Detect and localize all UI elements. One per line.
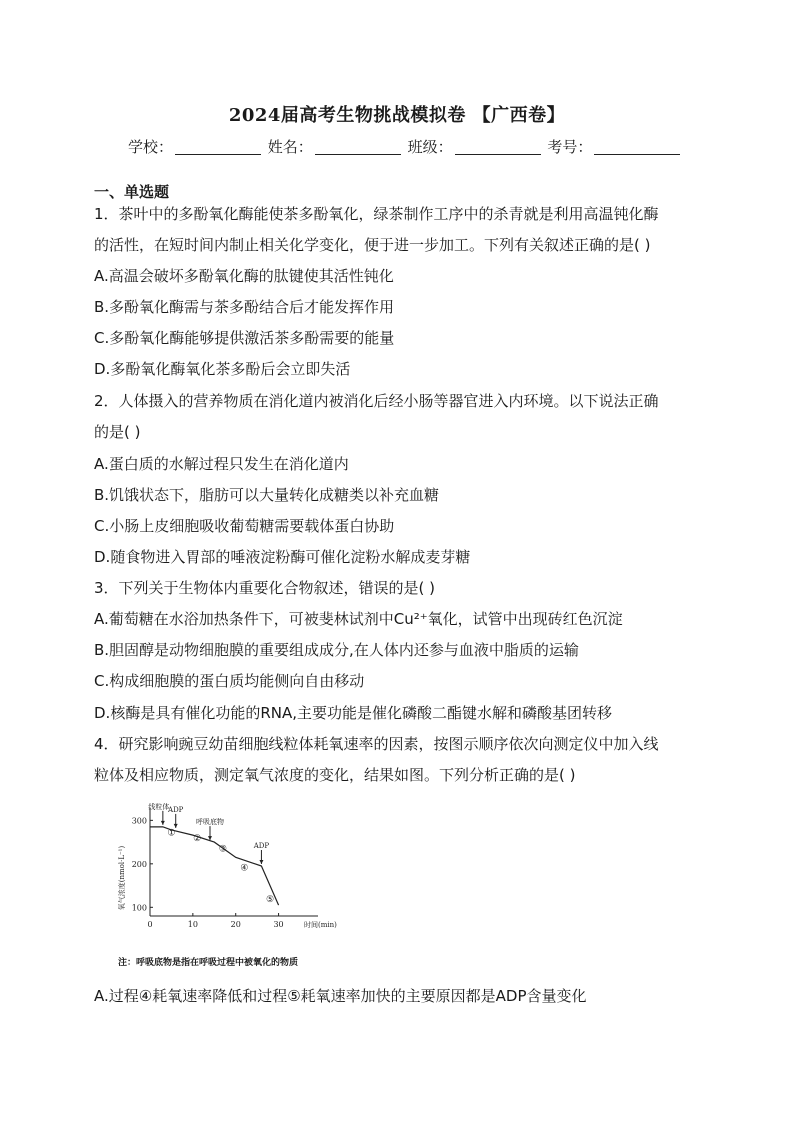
y-axis-label: 氧气浓度(nmol·L⁻¹) [118,845,126,911]
annotation-label: ADP [253,842,270,850]
name-field-label: 姓名： [267,138,313,156]
q3-option-b[interactable]: B.胆固醇是动物细胞膜的重要组成成分,在人体内还参与血液中脂质的运输 [94,641,579,659]
q2-stem-line-1: 2．人体摄入的营养物质在消化道内被消化后经小肠等器官进入内环境。以下说法正确 [94,392,659,410]
school-field-label: 学校： [128,138,174,156]
q4-stem-line-1: 4．研究影响豌豆幼苗细胞线粒体耗氧速率的因素，按图示顺序依次向测定仪中加入线 [94,735,659,753]
q2-option-c[interactable]: C.小肠上皮细胞吸收葡萄糖需要载体蛋白协助 [94,517,395,535]
annotation-arrow-head [161,821,165,825]
annotation-arrow-head [259,860,263,864]
q2-stem-line-2: 的是( ) [94,423,141,441]
section-heading: 一、单选题 [94,183,170,201]
annotation-arrow-head [208,836,212,840]
x-tick-label: 0 [147,920,153,929]
annotation-label: 线粒体 [148,802,170,811]
q1-option-b[interactable]: B.多酚氧化酶需与茶多酚结合后才能发挥作用 [94,298,395,316]
exam-number-blank[interactable] [594,140,680,155]
segment-label: ② [193,833,202,844]
exam-number-field-label: 考号： [547,138,593,156]
annotation-arrow-head [174,824,178,828]
q1-option-a[interactable]: A.高温会破坏多酚氧化酶的肽键使其活性钝化 [94,267,394,285]
oxygen-concentration-chart [110,798,350,938]
segment-label: ① [167,828,176,839]
x-tick-label: 20 [230,920,241,929]
q3-stem-line-1: 3．下列关于生物体内重要化合物叙述，错误的是( ) [94,579,436,597]
q3-option-a[interactable]: A.葡萄糖在水浴加热条件下，可被斐林试剂中Cu²⁺氧化，试管中出现砖红色沉淀 [94,610,623,628]
chart-svg [110,798,350,938]
oxygen-curve [150,827,279,905]
q3-option-c[interactable]: C.构成细胞膜的蛋白质均能侧向自由移动 [94,672,365,690]
x-tick-label: 30 [273,920,284,929]
q1-option-c[interactable]: C.多酚氧化酶能够提供激活茶多酚需要的能量 [94,329,395,347]
annotation-label: 呼吸底物 [196,818,224,827]
y-tick-label: 300 [131,816,147,826]
class-field-label: 班级： [407,138,453,156]
segment-label: ③ [218,844,227,855]
annotation-label: ADP [168,805,184,814]
q2-option-a[interactable]: A.蛋白质的水解过程只发生在消化道内 [94,455,349,473]
q4-option-a[interactable]: A.过程④耗氧速率降低和过程⑤耗氧速率加快的主要原因都是ADP含量变化 [94,987,587,1005]
segment-label: ⑤ [265,895,275,906]
segment-label: ④ [240,863,249,874]
q2-option-b[interactable]: B.饥饿状态下，脂肪可以大量转化成糖类以补充血糖 [94,486,440,504]
q1-stem-line-2: 的活性，在短时间内制止相关化学变化，便于进一步加工。下列有关叙述正确的是( ) [94,236,651,254]
class-blank[interactable] [455,140,541,155]
y-tick-label: 100 [131,903,147,913]
school-blank[interactable] [175,140,261,155]
q1-stem-line-1: 1．茶叶中的多酚氧化酶能使茶多酚氧化，绿茶制作工序中的杀青就是利用高温钝化酶 [94,205,659,223]
exam-title: 2024届高考生物挑战模拟卷 【广西卷】 [228,105,566,126]
y-tick-label: 200 [131,859,147,869]
chart-footnote: 注：呼吸底物是指在呼吸过程中被氧化的物质 [118,958,299,968]
name-blank[interactable] [315,140,401,155]
student-info-row [128,136,682,157]
q3-option-d[interactable]: D.核酶是具有催化功能的RNA,主要功能是催化磷酸二酯键水解和磷酸基团转移 [94,704,612,722]
q1-option-d[interactable]: D.多酚氧化酶氧化茶多酚后会立即失活 [94,360,351,378]
x-tick-label: 10 [187,920,198,929]
q2-option-d[interactable]: D.随食物进入胃部的唾液淀粉酶可催化淀粉水解成麦芽糖 [94,548,471,566]
q4-stem-line-2: 粒体及相应物质，测定氧气浓度的变化，结果如图。下列分析正确的是( ) [94,766,576,784]
x-axis-label: 时间(min) [304,921,337,929]
